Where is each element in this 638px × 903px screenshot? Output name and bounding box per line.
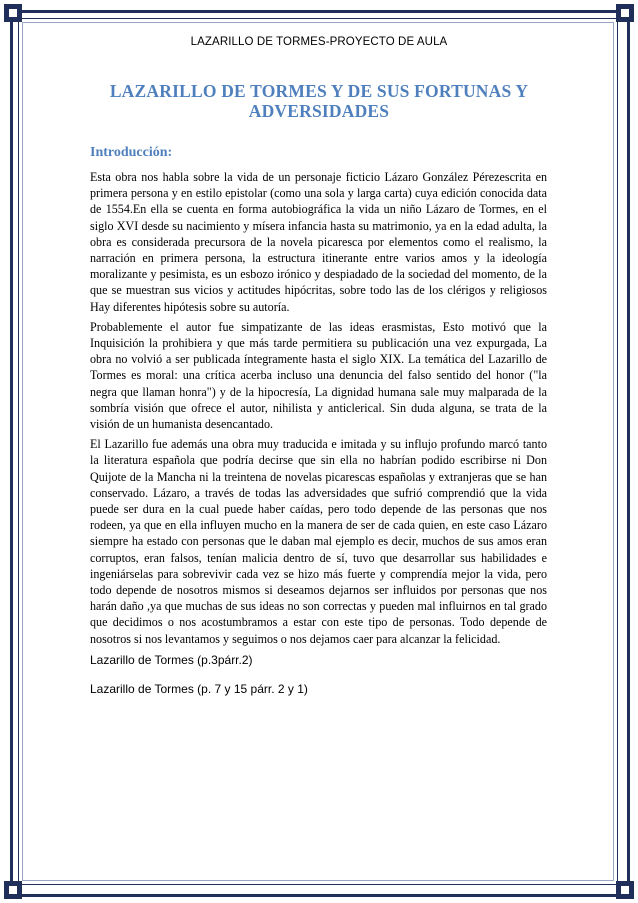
- body-paragraph: Probablemente el autor fue simpatizante de las ideas erasmistas, Esto motivó que la Inquisición la prohibiera y que más tarde permitiera su publicación una vez expurgada, La obra no volvió a ser publicada íntegramente hasta el siglo XIX. La temática del Lazarillo de Tormes es moral: una crítica acerba incluso una denuncia del falso sentido del honor ("la negra que llaman honra") y de la hipocresía, La dignidad humana sale muy malparada de la sombría visión que ofrece el autor, nihilista y anticlerical. Sin duda alguna, se trata de la visión de un humanista desencantado.: [90, 319, 547, 432]
- body-paragraph: El Lazarillo fue además una obra muy traducida e imitada y su influjo profundo marcó tanto la literatura española que podría decirse que sin ella no habrían podido escribirse ni Don Quijote de la Mancha ni la treintena de novelas picarescas españolas y extranjeras que se han conservado. Lázaro, a través de todas las adversidades que sufrió comprendió que la vida puede ser dura en la cual puede haber caídas, pero todo depende de las personas que nos rodeen, ya que en ella influyen mucho en la manera de ser de cada quien, en este caso Lázaro siempre ha estado con personas que le daban mal ejemplo es decir, muchos de sus amos eran corruptos, eran falsos, tenían malicia dentro de sí, tuvo que desarrollar sus habilidades e ingeniárselas para sobrevivir cada vez se hizo más fuerte y comprendía mejor la vida, pero todo depende de nosotros mismos si deseamos dejarnos ser influidos por personas que nos harán daño ,ya que muchas de sus ideas no son correctas y pueden mal influirnos en tal grado que decidimos o nos acostumbramos a estar con este tipo de personas. Todo depende de nosotros si nos levantamos y seguimos o nos dejamos caer para alcanzar la felicidad.: [90, 437, 547, 646]
- section-heading: Introducción:: [90, 145, 173, 160]
- border-corner-ornament: [4, 4, 22, 22]
- document-body: [90, 145, 547, 697]
- source-reference: Lazarillo de Tormes (p. 7 y 15 párr. 2 y 1): [90, 681, 308, 696]
- border-corner-ornament: [616, 881, 634, 899]
- border-corner-ornament: [616, 4, 634, 22]
- border-corner-ornament: [4, 881, 22, 899]
- source-reference: Lazarillo de Tormes (p.3párr.2): [90, 652, 253, 667]
- page-header: LAZARILLO DE TORMES-PROYECTO DE AULA: [190, 36, 448, 48]
- document-title: LAZARILLO DE TORMES Y DE SUS FORTUNAS Y ADVERSIDADES: [109, 81, 529, 121]
- body-paragraph: Esta obra nos habla sobre la vida de un personaje ficticio Lázaro González Pérezescrita en primera persona y en estilo epistolar (como una sola y larga carta) cuya edición conocida data de 1554.En ella se cuenta en forma autobiográfica la vida un niño Lázaro de Tormes, en el siglo XVI desde su nacimiento y mísera infancia hasta su matrimonio, ya en la edad adulta, la obra es considerada precursora de la novela picaresca por elementos como el realismo, la narración en primera persona, la estructura itinerante entre varios amos y la ideología moralizante y pesimista, es un esbozo irónico y despiadado de la sociedad del momento, de la que se muestran sus vicios y actitudes hipócritas, sobre todo las de los clérigos y religiosos Hay diferentes hipótesis sobre su autoría.: [90, 170, 547, 314]
